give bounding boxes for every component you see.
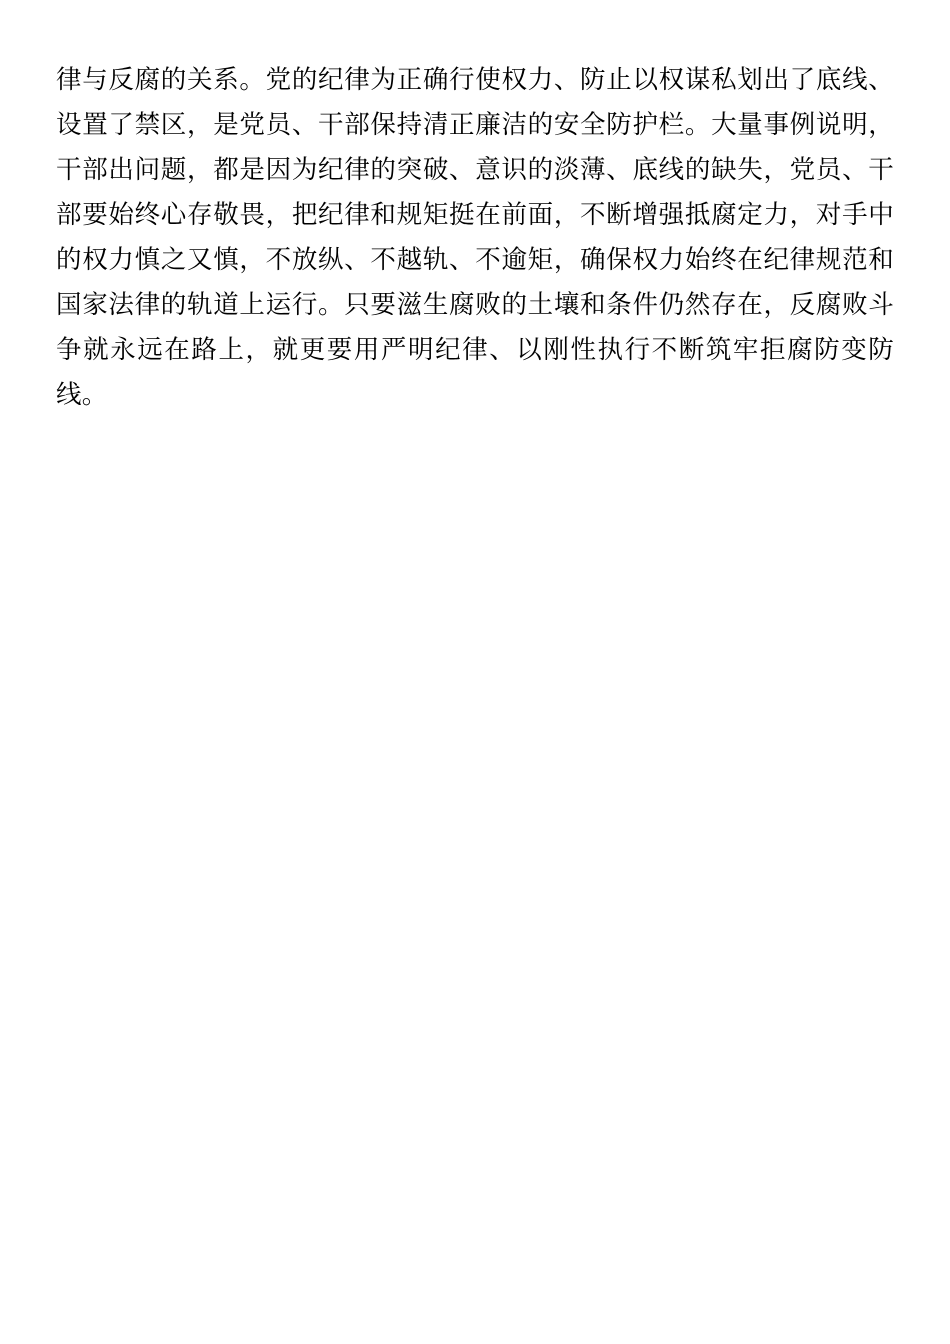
document-body bbox=[56, 58, 894, 418]
body-paragraph: 律与反腐的关系。党的纪律为正确行使权力、防止以权谋私划出了底线、设置了禁区，是党员、干部保持清正廉洁的安全防护栏。大量事例说明，干部出问题，都是因为纪律的突破、意识的淡薄、底线的缺失，党员、干部要始终心存敬畏，把纪律和规矩挺在前面，不断增强抵腐定力，对手中的权力慎之又慎，不放纵、不越轨、不逾矩，确保权力始终在纪律规范和国家法律的轨道上运行。只要滋生腐败的土壤和条件仍然存在，反腐败斗争就永远在路上，就更要用严明纪律、以刚性执行不断筑牢拒腐防变防线。 bbox=[56, 66, 894, 409]
